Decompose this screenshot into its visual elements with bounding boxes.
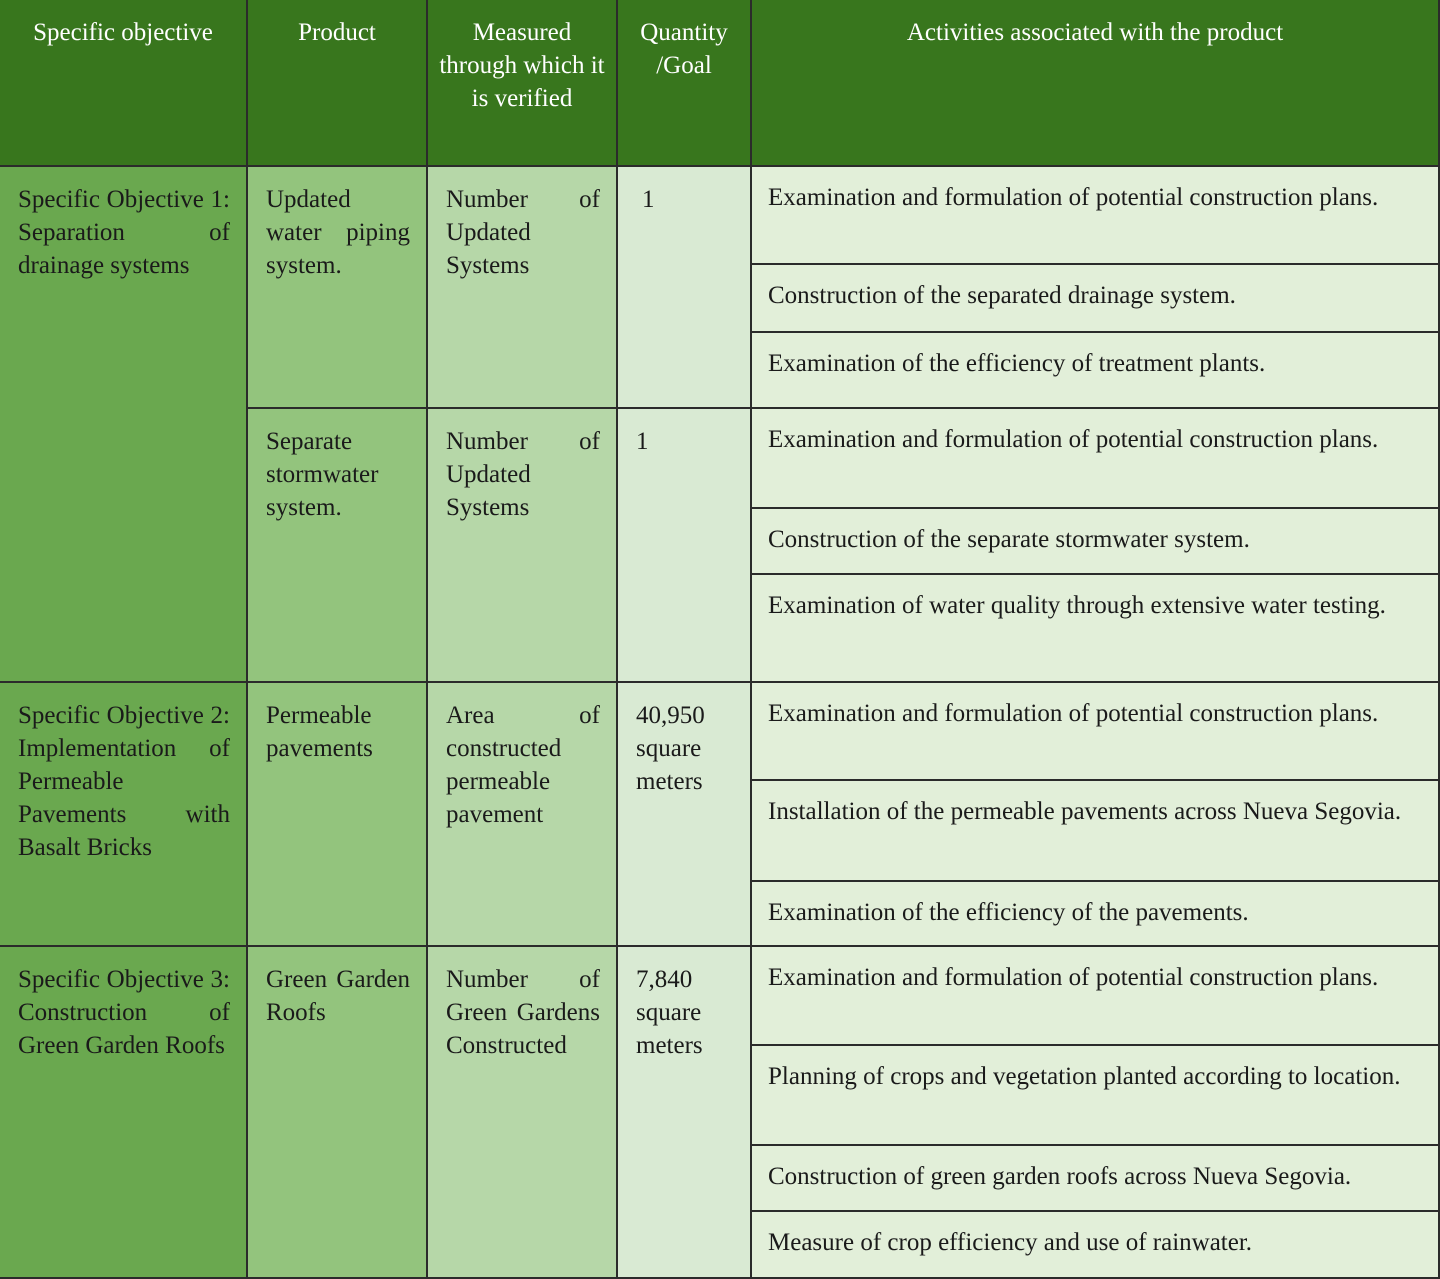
product-cell: Separate stormwater system. [248,409,428,683]
activity-cell: Planning of crops and vegetation planted according to location. [752,1046,1440,1146]
activity-cell: Construction of the separate stormwater system. [752,509,1440,575]
activity-cell: Examination and formulation of potential construction plans. [752,167,1440,265]
measure-cell: Number of Updated Systems [428,167,618,409]
objective-cell: Specific Objective 3: Construction of Green Garden Roofs [0,947,248,1279]
quantity-cell: 1 [618,167,752,409]
quantity-cell: 40,950 square meters [618,683,752,947]
header-product: Product [248,0,428,167]
product-cell: Updated water piping system. [248,167,428,409]
quantity-cell: 7,840 square meters [618,947,752,1279]
activity-cell: Examination and formulation of potential construction plans. [752,947,1440,1046]
activity-cell: Examination of water quality through extensive water testing. [752,575,1440,683]
activity-cell: Examination of the efficiency of the pavements. [752,882,1440,947]
activity-cell: Examination and formulation of potential construction plans. [752,683,1440,781]
activity-cell: Construction of the separated drainage system. [752,265,1440,333]
product-cell: Permeable pavements [248,683,428,947]
measure-cell: Number of Updated Systems [428,409,618,683]
objective-cell: Specific Objective 2: Implementation of Permeable Pavements with Basalt Bricks [0,683,248,947]
activity-cell: Examination and formulation of potential construction plans. [752,409,1440,509]
product-cell: Green Garden Roofs [248,947,428,1279]
header-quantity-goal: Quantity /Goal [618,0,752,167]
header-activities: Activities associated with the product [752,0,1440,167]
header-measured-through: Measured through which it is verified [428,0,618,167]
header-specific-objective: Specific objective [0,0,248,167]
activity-cell: Construction of green garden roofs across Nueva Segovia. [752,1146,1440,1212]
quantity-cell: 1 [618,409,752,683]
measure-cell: Area of constructed permeable pavement [428,683,618,947]
objective-cell: Specific Objective 1: Separation of drainage systems [0,167,248,683]
activity-cell: Installation of the permeable pavements across Nueva Segovia. [752,781,1440,882]
activity-cell: Examination of the efficiency of treatment plants. [752,333,1440,409]
activity-cell: Measure of crop efficiency and use of rainwater. [752,1212,1440,1279]
measure-cell: Number of Green Gardens Constructed [428,947,618,1279]
